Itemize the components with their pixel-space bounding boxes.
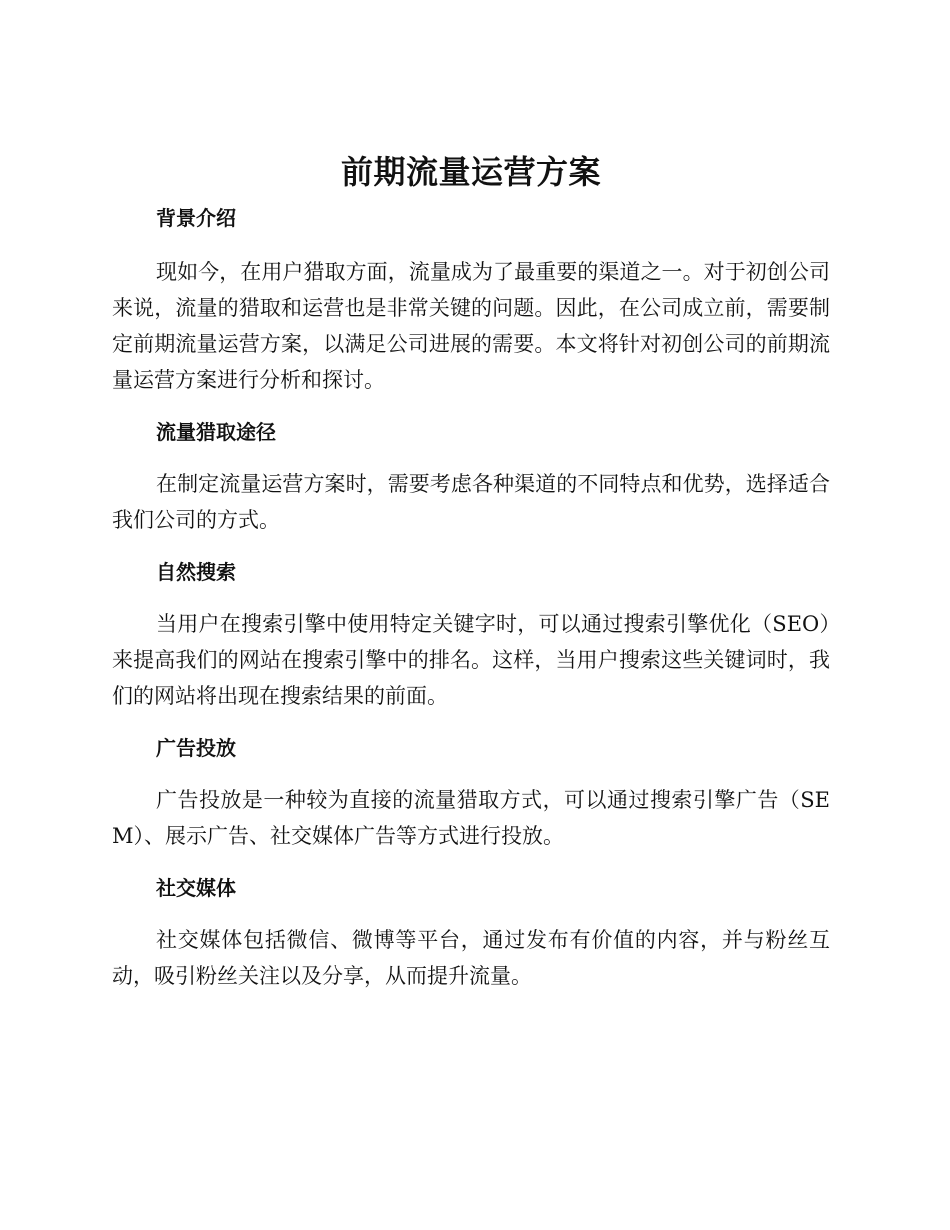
- section-paragraph: 现如今，在用户猎取方面，流量成为了最重要的渠道之一。对于初创公司来说，流量的猎取和运营也是非常关键的问题。因此，在公司成立前，需要制定前期流量运营方案，以满足公司进展的需要。本文将针对初创公司的前期流量运营方案进行分析和探讨。: [112, 260, 830, 392]
- section-heading: 流量猎取途径: [156, 420, 276, 444]
- section-paragraph: 广告投放是一种较为直接的流量猎取方式，可以通过搜索引擎广告（SEM）、展示广告、社交媒体广告等方式进行投放。: [112, 788, 830, 848]
- section-paragraph: 在制定流量运营方案时，需要考虑各种渠道的不同特点和优势，选择适合我们公司的方式。: [112, 472, 830, 532]
- section-heading: 背景介绍: [156, 206, 236, 230]
- section-background: [112, 204, 830, 398]
- section-traffic-channels: [112, 418, 830, 538]
- section-paragraph: 当用户在搜索引擎中使用特定关键字时，可以通过搜索引擎优化（SEO）来提高我们的网站在搜索引擎中的排名。这样，当用户搜索这些关键词时，我们的网站将出现在搜索结果的前面。: [112, 612, 830, 708]
- section-social-media: [112, 874, 830, 994]
- document-title: 前期流量运营方案: [340, 153, 601, 191]
- section-advertising: [112, 734, 830, 854]
- section-heading: 自然搜索: [156, 560, 236, 584]
- section-organic-search: [112, 558, 830, 714]
- document-page: [112, 150, 830, 994]
- section-paragraph: 社交媒体包括微信、微博等平台，通过发布有价值的内容，并与粉丝互动，吸引粉丝关注以及分享，从而提升流量。: [112, 928, 830, 988]
- section-heading: 广告投放: [156, 736, 236, 760]
- section-heading: 社交媒体: [156, 876, 236, 900]
